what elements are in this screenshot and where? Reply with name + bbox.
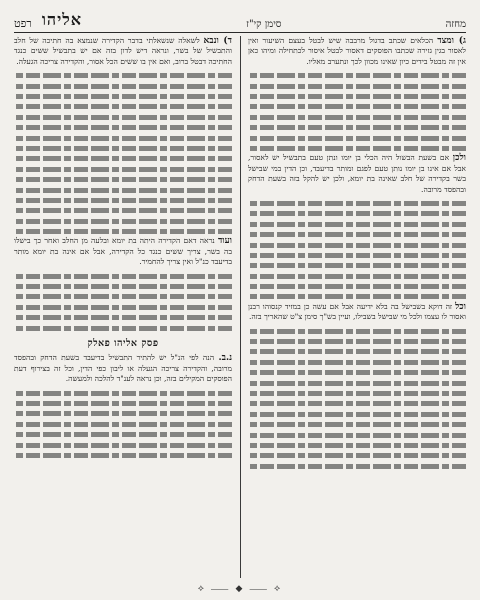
text-line [248,450,466,460]
text-line [248,240,466,250]
ruling-paragraph [14,353,232,384]
text-line [14,122,232,132]
left-text-column [14,36,232,578]
text-line [14,450,232,460]
paragraph-lead-word: ד) ונבא [203,36,232,46]
text-line [248,91,466,101]
text-line [248,336,466,346]
header-title: אליהו [41,10,83,29]
text-line [248,461,466,471]
running-header [14,8,466,33]
text-line [248,271,466,281]
paragraph-lead-word: וכל [455,301,466,312]
text-line [14,205,232,215]
text-line [248,143,466,153]
text-line [248,122,466,132]
text-line [14,440,232,450]
text-line [248,260,466,270]
text-line [14,101,232,111]
right-text-column [248,36,466,578]
text-line [14,164,232,174]
text-line [14,281,232,291]
paragraph-text: אם בשעת הבשול היה הכלי בן יומו ונתן טעם בתבשיל יש לאסור, אבל אם אינו בן יומו נותן טעם לפגם ומותר בדיעבד, וכן הדין במי שבישל בשר בקדירה של חלב שאינה בת יומא, ולכן יש להקל בזה בשעת הדחק ובהפסד מרובה. [248,153,466,194]
text-line [248,378,466,388]
paragraph-text: הנה לפי הנ"ל יש להתיר התבשיל בדיעבד בשעת הדחק ובהפסד מרובה, והקדירה צריכה הגעלה או ליבון כפי הדין, וכל זה בצירוף דעת הפוסקים המקילים בזה, וכן נראה לענ"ד להלכה ולמעשה. [14,353,232,384]
text-line [248,250,466,260]
text-line [248,133,466,143]
text-line [248,291,466,301]
text-line [14,185,232,195]
text-line [14,91,232,101]
paragraph [248,36,466,67]
text-line [14,271,232,281]
paragraph-text: נראה דאם הקדירה היתה בת יומא ובלעה מן החלב ואחר כך בישלו בה בשר, צריך ששים כנגד כל הקדירה, אבל אם אינה בת יומא מותר בדיעבד כנ"ל ואין צריך להחמיר. [14,236,232,267]
text-line [14,216,232,226]
header-folio: רפט [14,17,32,30]
text-line [14,323,232,333]
text-line [14,302,232,312]
text-line [248,81,466,91]
text-line [14,398,232,408]
paragraph [248,153,466,195]
paragraph-text: הכלאים שכתב בדגול מרבבה שיש לבטל בעצם השיעור ואין לאסור בגין גזירה שכתבו הפוסקים דאסור לבטל איסור לכתחילה ומיהו כאן אין זה מבטל בידים כיון שאינו מכוון לכך ונתערב מאליו. [248,36,466,66]
text-line [14,419,232,429]
text-line [14,291,232,301]
text-line [248,281,466,291]
text-line [248,70,466,80]
text-line [248,398,466,408]
text-line [248,229,466,239]
text-line [248,198,466,208]
text-line [14,195,232,205]
paragraph-lead-word: נ.ב. [218,353,232,364]
text-line [14,70,232,80]
text-line [14,312,232,322]
text-line [248,219,466,229]
paragraph-lead-word: ועוד [217,236,232,247]
paragraph-text: זה דוקא בשבישל בה בלא ידיעה אבל אם עשה כן במזיד קנסוהו רבנן ואסור לו עצמו ולכל מי שבישל בשבילו, ועיין בש"ך סימן צ"ט שהאריך בזה. [248,301,466,322]
paragraph-lead-word: ולכן [452,153,466,164]
text-line [14,81,232,91]
text-line [248,367,466,377]
text-line [248,357,466,367]
text-line [248,430,466,440]
text-line [248,388,466,398]
text-line [248,101,466,111]
text-line [14,112,232,122]
header-section: סימן קי"ז [246,19,282,30]
text-line [248,409,466,419]
paragraph-lead-word: ג) ומצד [437,36,466,46]
text-line [14,153,232,163]
text-line [248,112,466,122]
footer-ornament: ⟡ ⸺ ◆ ⸺ ⟡ [197,584,283,594]
section-heading: פסק אליהו פאלק [87,338,159,350]
text-line [248,346,466,356]
text-line [248,208,466,218]
text-line [248,419,466,429]
text-line [248,326,466,336]
text-line [14,143,232,153]
header-right-group [446,19,466,30]
paragraph [14,36,232,67]
text-line [14,388,232,398]
text-line [14,133,232,143]
text-line [248,440,466,450]
paragraph-text: לשאלה שנשאלתי בדבר הקדירה שנמצא בה חתיכה של חלב והתבשיל של בשר, ונראה דיש לדון בזה אם יש בתבשיל ששים כנגד החתיכה דבטל ברוב, ואם אין בו ששים הכל אסור, והקדירה צריכה הגעלה. [14,36,232,66]
column-divider [240,36,241,578]
text-line [14,226,232,236]
text-line [14,174,232,184]
paragraph [14,236,232,267]
header-left-group [14,10,82,30]
text-line [14,408,232,418]
header-book-name: מחזה [445,19,466,30]
header-center-group [246,19,281,30]
text-line [14,429,232,439]
paragraph [248,302,466,323]
